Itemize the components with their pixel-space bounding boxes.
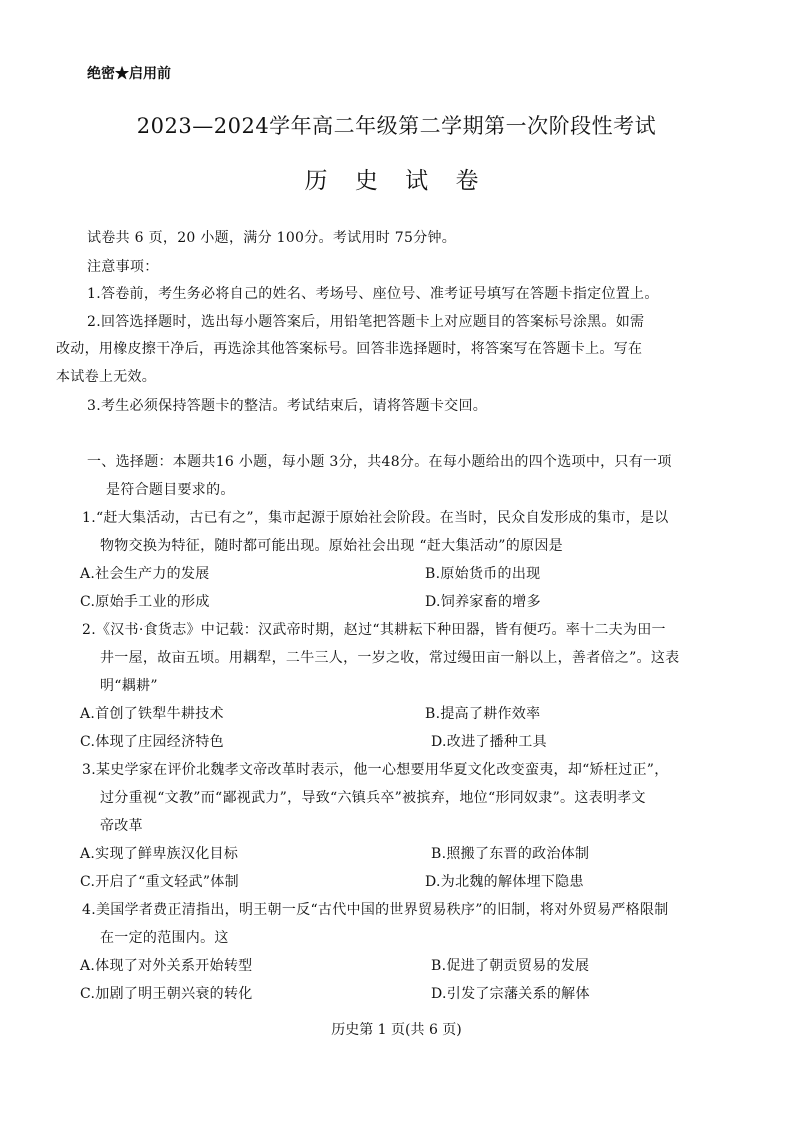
question-1-line-1: 1.“赶大集活动，古已有之”，集市起源于原始社会阶段。在当时，民众自发形成的集市，是以 — [82, 510, 669, 526]
question-3-option-b: B.照搬了东晋的政治体制 — [431, 846, 590, 862]
question-1-option-d: D.饲养家畜的增多 — [425, 594, 541, 610]
question-2-option-b: B.提高了耕作效率 — [425, 706, 541, 722]
exam-intro: 试卷共 6 页，20 小题，满分 100分。考试用时 75分钟。 — [87, 230, 457, 246]
question-1-option-b: B.原始货币的出现 — [425, 566, 541, 582]
question-2-line-2: 井一屋，故亩五顷。用耦犁，二牛三人，一岁之收，常过缦田亩一斛以上，善者倍之”。这表 — [100, 650, 680, 666]
question-2-option-c: C.体现了庄园经济特色 — [80, 734, 224, 750]
page-footer: 历史第 1 页(共 6 页) — [331, 1022, 462, 1038]
question-1-option-c: C.原始手工业的形成 — [80, 594, 210, 610]
section-heading-line-1: 一、选择题：本题共16 小题，每小题 3分，共48分。在每小题给出的四个选项中，只有一项 — [87, 454, 672, 470]
notice-item-1: 1.答卷前，考生务必将自己的姓名、考场号、座位号、准考证号填写在答题卡指定位置上。 — [87, 286, 659, 302]
question-1-line-2: 物物交换为特征，随时都可能出现。原始社会出现 “赶大集活动”的原因是 — [100, 538, 563, 554]
question-3-option-d: D.为北魏的解体埋下隐患 — [425, 874, 584, 890]
question-1-option-a: A.社会生产力的发展 — [80, 566, 210, 582]
question-2-option-d: D.改进了播种工具 — [431, 734, 547, 750]
notice-item-2-line-3: 本试卷上无效。 — [56, 369, 157, 385]
confidential-label: 绝密★启用前 — [87, 66, 171, 82]
question-4-line-1: 4.美国学者费正清指出，明王朝一反“古代中国的世界贸易秩序”的旧制，将对外贸易严格限制 — [82, 902, 669, 918]
question-4-option-b: B.促进了朝贡贸易的发展 — [431, 958, 590, 974]
section-heading-line-2: 是符合题目要求的。 — [106, 482, 235, 498]
question-3-line-3: 帝改革 — [100, 818, 143, 834]
notice-heading: 注意事项： — [87, 259, 159, 275]
notice-item-2-line-2: 改动，用橡皮擦干净后，再选涂其他答案标号。回答非选择题时，将答案写在答题卡上。写在 — [56, 341, 643, 357]
question-2-line-1: 2.《汉书·食货志》中记载：汉武帝时期，赵过“其耕耘下种田器，皆有便巧。率十二夫为田一 — [82, 622, 666, 638]
question-4-option-a: A.体现了对外关系开始转型 — [80, 958, 253, 974]
question-4-line-2: 在一定的范围内。这 — [100, 930, 229, 946]
notice-item-2-line-1: 2.回答选择题时，选出每小题答案后，用铅笔把答题卡上对应题目的答案标号涂黑。如需 — [87, 314, 645, 330]
exam-title: 2023—2024学年高二年级第二学期第一次阶段性考试 — [136, 114, 657, 138]
question-3-line-2: 过分重视“文教”而“鄙视武力”，导致“六镇兵卒”被摈弃，地位“形同奴隶”。这表明孝文 — [100, 790, 646, 806]
question-4-option-c: C.加剧了明王朝兴衰的转化 — [80, 986, 253, 1002]
question-2-option-a: A.首创了铁犁牛耕技术 — [80, 706, 224, 722]
question-2-line-3: 明“耦耕” — [100, 678, 158, 694]
subject-title: 历 史 试 卷 — [304, 168, 489, 194]
question-3-option-a: A.实现了鲜卑族汉化目标 — [80, 846, 239, 862]
notice-item-3: 3.考生必须保持答题卡的整洁。考试结束后，请将答题卡交回。 — [87, 398, 488, 414]
question-3-line-1: 3.某史学家在评价北魏孝文帝改革时表示，他一心想要用华夏文化改变蛮夷，却“矫枉过正”， — [82, 762, 669, 778]
question-4-option-d: D.引发了宗藩关系的解体 — [431, 986, 590, 1002]
question-3-option-c: C.开启了“重文轻武”体制 — [80, 874, 239, 890]
